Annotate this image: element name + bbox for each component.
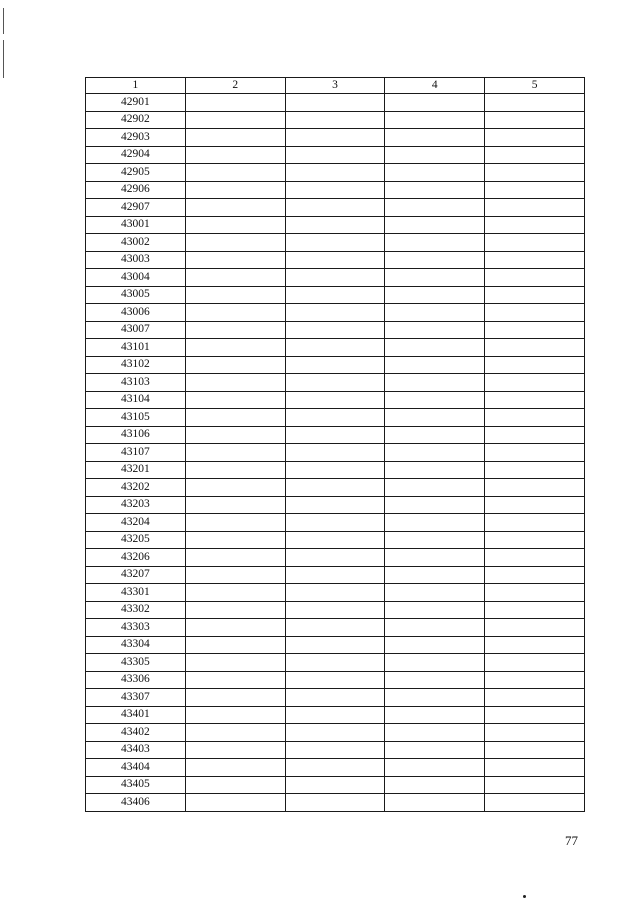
empty-cell-col-3: [285, 461, 385, 479]
stray-dot: [523, 895, 526, 898]
empty-cell-col-5: [485, 286, 585, 304]
empty-cell-col-2: [185, 251, 285, 269]
row-code-cell: 43207: [86, 566, 186, 584]
column-header-5: 5: [485, 78, 585, 94]
empty-cell-col-3: [285, 304, 385, 322]
empty-cell-col-5: [485, 356, 585, 374]
empty-cell-col-2: [185, 584, 285, 602]
empty-cell-col-5: [485, 496, 585, 514]
empty-cell-col-3: [285, 776, 385, 794]
row-code-cell: 42901: [86, 94, 186, 112]
empty-cell-col-5: [485, 671, 585, 689]
empty-cell-col-4: [385, 654, 485, 672]
table-row: [86, 94, 585, 112]
empty-cell-col-2: [185, 286, 285, 304]
row-code-cell: 43202: [86, 479, 186, 497]
table-row: [86, 216, 585, 234]
empty-cell-col-3: [285, 724, 385, 742]
empty-cell-col-3: [285, 444, 385, 462]
row-code-cell: 42904: [86, 146, 186, 164]
empty-cell-col-3: [285, 531, 385, 549]
empty-cell-col-3: [285, 286, 385, 304]
table-body: [86, 94, 585, 812]
empty-cell-col-3: [285, 689, 385, 707]
empty-cell-col-3: [285, 409, 385, 427]
empty-cell-col-4: [385, 549, 485, 567]
empty-cell-col-2: [185, 759, 285, 777]
row-code-cell: 43302: [86, 601, 186, 619]
empty-cell-col-3: [285, 741, 385, 759]
empty-cell-col-5: [485, 531, 585, 549]
row-code-cell: 43201: [86, 461, 186, 479]
empty-cell-col-4: [385, 321, 485, 339]
empty-cell-col-3: [285, 654, 385, 672]
empty-cell-col-3: [285, 601, 385, 619]
page-number: 77: [565, 833, 578, 848]
row-code-cell: 43005: [86, 286, 186, 304]
row-code-cell: 43101: [86, 339, 186, 357]
row-code-cell: 43007: [86, 321, 186, 339]
row-code-cell: 43204: [86, 514, 186, 532]
row-code-cell: 43403: [86, 741, 186, 759]
row-code-cell: 43107: [86, 444, 186, 462]
table-row: [86, 129, 585, 147]
column-header-2: 2: [185, 78, 285, 94]
empty-cell-col-3: [285, 146, 385, 164]
row-code-cell: 43402: [86, 724, 186, 742]
empty-cell-col-4: [385, 129, 485, 147]
empty-cell-col-3: [285, 671, 385, 689]
empty-cell-col-5: [485, 304, 585, 322]
row-code-cell: 42902: [86, 111, 186, 129]
empty-cell-col-3: [285, 94, 385, 112]
empty-cell-col-3: [285, 234, 385, 252]
row-code-cell: 42906: [86, 181, 186, 199]
table-row: [86, 584, 585, 602]
empty-cell-col-3: [285, 496, 385, 514]
row-code-cell: 43307: [86, 689, 186, 707]
table-row: [86, 724, 585, 742]
empty-cell-col-4: [385, 304, 485, 322]
empty-cell-col-5: [485, 339, 585, 357]
empty-cell-col-5: [485, 514, 585, 532]
table-row: [86, 619, 585, 637]
empty-cell-col-4: [385, 566, 485, 584]
empty-cell-col-2: [185, 356, 285, 374]
row-code-cell: 43301: [86, 584, 186, 602]
table-row: [86, 356, 585, 374]
empty-cell-col-4: [385, 409, 485, 427]
row-code-cell: 43304: [86, 636, 186, 654]
empty-cell-col-4: [385, 181, 485, 199]
empty-cell-col-3: [285, 356, 385, 374]
column-header-3: 3: [285, 78, 385, 94]
empty-cell-col-3: [285, 514, 385, 532]
empty-cell-col-3: [285, 164, 385, 182]
empty-cell-col-5: [485, 549, 585, 567]
empty-cell-col-4: [385, 216, 485, 234]
empty-cell-col-3: [285, 321, 385, 339]
empty-cell-col-5: [485, 269, 585, 287]
table-row: [86, 339, 585, 357]
empty-cell-col-5: [485, 566, 585, 584]
row-code-cell: 43203: [86, 496, 186, 514]
empty-cell-col-3: [285, 619, 385, 637]
table-row: [86, 181, 585, 199]
table-row: [86, 269, 585, 287]
empty-cell-col-2: [185, 636, 285, 654]
empty-cell-col-2: [185, 706, 285, 724]
table-row: [86, 689, 585, 707]
table-row: [86, 146, 585, 164]
table-row: [86, 531, 585, 549]
empty-cell-col-5: [485, 426, 585, 444]
empty-cell-col-5: [485, 321, 585, 339]
empty-cell-col-5: [485, 129, 585, 147]
table-row: [86, 479, 585, 497]
empty-cell-col-3: [285, 479, 385, 497]
table-row: [86, 286, 585, 304]
empty-cell-col-3: [285, 216, 385, 234]
empty-cell-col-5: [485, 794, 585, 812]
row-code-cell: 42907: [86, 199, 186, 217]
empty-cell-col-2: [185, 321, 285, 339]
empty-cell-col-5: [485, 216, 585, 234]
empty-cell-col-5: [485, 601, 585, 619]
empty-cell-col-4: [385, 234, 485, 252]
table-row: [86, 776, 585, 794]
row-code-cell: 43006: [86, 304, 186, 322]
table-row: [86, 671, 585, 689]
empty-cell-col-4: [385, 584, 485, 602]
empty-cell-col-4: [385, 706, 485, 724]
table-row: [86, 794, 585, 812]
empty-cell-col-3: [285, 584, 385, 602]
empty-cell-col-3: [285, 794, 385, 812]
empty-cell-col-2: [185, 234, 285, 252]
empty-cell-col-4: [385, 794, 485, 812]
empty-cell-col-2: [185, 339, 285, 357]
empty-cell-col-5: [485, 409, 585, 427]
column-header-1: 1: [86, 78, 186, 94]
empty-cell-col-2: [185, 146, 285, 164]
empty-cell-col-4: [385, 601, 485, 619]
empty-cell-col-2: [185, 409, 285, 427]
empty-cell-col-5: [485, 584, 585, 602]
empty-cell-col-4: [385, 251, 485, 269]
empty-cell-col-2: [185, 689, 285, 707]
empty-cell-col-4: [385, 111, 485, 129]
empty-cell-col-2: [185, 619, 285, 637]
table-row: [86, 741, 585, 759]
empty-cell-col-2: [185, 129, 285, 147]
row-code-cell: 43104: [86, 391, 186, 409]
empty-cell-col-5: [485, 776, 585, 794]
empty-cell-col-5: [485, 164, 585, 182]
empty-cell-col-3: [285, 251, 385, 269]
empty-cell-col-2: [185, 794, 285, 812]
data-table: [85, 77, 585, 812]
empty-cell-col-2: [185, 94, 285, 112]
empty-cell-col-2: [185, 496, 285, 514]
table-row: [86, 514, 585, 532]
empty-cell-col-2: [185, 671, 285, 689]
empty-cell-col-4: [385, 374, 485, 392]
row-code-cell: 42903: [86, 129, 186, 147]
empty-cell-col-3: [285, 339, 385, 357]
empty-cell-col-2: [185, 304, 285, 322]
column-header-4: 4: [385, 78, 485, 94]
row-code-cell: 43001: [86, 216, 186, 234]
empty-cell-col-4: [385, 496, 485, 514]
empty-cell-col-4: [385, 164, 485, 182]
empty-cell-col-2: [185, 549, 285, 567]
table-row: [86, 164, 585, 182]
empty-cell-col-3: [285, 426, 385, 444]
empty-cell-col-3: [285, 759, 385, 777]
empty-cell-col-5: [485, 391, 585, 409]
empty-cell-col-5: [485, 374, 585, 392]
empty-cell-col-2: [185, 514, 285, 532]
empty-cell-col-3: [285, 111, 385, 129]
empty-cell-col-5: [485, 759, 585, 777]
margin-mark-top: [3, 8, 4, 34]
row-code-cell: 43305: [86, 654, 186, 672]
table-row: [86, 304, 585, 322]
row-code-cell: 43106: [86, 426, 186, 444]
empty-cell-col-3: [285, 636, 385, 654]
empty-cell-col-4: [385, 426, 485, 444]
empty-cell-col-4: [385, 391, 485, 409]
empty-cell-col-5: [485, 444, 585, 462]
table-row: [86, 566, 585, 584]
empty-cell-col-3: [285, 269, 385, 287]
empty-cell-col-5: [485, 94, 585, 112]
row-code-cell: 43404: [86, 759, 186, 777]
empty-cell-col-2: [185, 111, 285, 129]
empty-cell-col-2: [185, 566, 285, 584]
empty-cell-col-5: [485, 234, 585, 252]
empty-cell-col-3: [285, 391, 385, 409]
empty-cell-col-4: [385, 356, 485, 374]
empty-cell-col-4: [385, 759, 485, 777]
empty-cell-col-5: [485, 199, 585, 217]
empty-cell-col-2: [185, 479, 285, 497]
table-row: [86, 374, 585, 392]
row-code-cell: 43103: [86, 374, 186, 392]
empty-cell-col-4: [385, 269, 485, 287]
table-row: [86, 444, 585, 462]
row-code-cell: 43405: [86, 776, 186, 794]
table-row: [86, 321, 585, 339]
empty-cell-col-4: [385, 636, 485, 654]
empty-cell-col-4: [385, 199, 485, 217]
row-code-cell: 43206: [86, 549, 186, 567]
row-code-cell: 42905: [86, 164, 186, 182]
row-code-cell: 43003: [86, 251, 186, 269]
table-row: [86, 199, 585, 217]
empty-cell-col-5: [485, 689, 585, 707]
empty-cell-col-2: [185, 601, 285, 619]
empty-cell-col-4: [385, 146, 485, 164]
empty-cell-col-5: [485, 111, 585, 129]
empty-cell-col-2: [185, 444, 285, 462]
table-row: [86, 391, 585, 409]
empty-cell-col-4: [385, 286, 485, 304]
empty-cell-col-2: [185, 216, 285, 234]
empty-cell-col-5: [485, 619, 585, 637]
table-row: [86, 426, 585, 444]
empty-cell-col-4: [385, 514, 485, 532]
empty-cell-col-4: [385, 531, 485, 549]
empty-cell-col-5: [485, 251, 585, 269]
empty-cell-col-4: [385, 671, 485, 689]
empty-cell-col-4: [385, 461, 485, 479]
empty-cell-col-2: [185, 269, 285, 287]
empty-cell-col-5: [485, 146, 585, 164]
empty-cell-col-2: [185, 181, 285, 199]
empty-cell-col-2: [185, 461, 285, 479]
empty-cell-col-2: [185, 531, 285, 549]
table-row: [86, 654, 585, 672]
row-code-cell: 43306: [86, 671, 186, 689]
row-code-cell: 43401: [86, 706, 186, 724]
table-row: [86, 496, 585, 514]
row-code-cell: 43002: [86, 234, 186, 252]
table-row: [86, 111, 585, 129]
empty-cell-col-5: [485, 636, 585, 654]
empty-cell-col-4: [385, 724, 485, 742]
row-code-cell: 43004: [86, 269, 186, 287]
header-row: [86, 78, 585, 94]
empty-cell-col-2: [185, 776, 285, 794]
empty-cell-col-4: [385, 689, 485, 707]
empty-cell-col-3: [285, 566, 385, 584]
table-row: [86, 636, 585, 654]
empty-cell-col-4: [385, 619, 485, 637]
empty-cell-col-5: [485, 706, 585, 724]
empty-cell-col-4: [385, 776, 485, 794]
empty-cell-col-3: [285, 199, 385, 217]
empty-cell-col-3: [285, 374, 385, 392]
empty-cell-col-4: [385, 479, 485, 497]
table-row: [86, 601, 585, 619]
empty-cell-col-3: [285, 706, 385, 724]
row-code-cell: 43303: [86, 619, 186, 637]
empty-cell-col-2: [185, 374, 285, 392]
empty-cell-col-2: [185, 426, 285, 444]
table-row: [86, 409, 585, 427]
empty-cell-col-2: [185, 164, 285, 182]
row-code-cell: 43102: [86, 356, 186, 374]
empty-cell-col-2: [185, 199, 285, 217]
empty-cell-col-4: [385, 741, 485, 759]
empty-cell-col-5: [485, 724, 585, 742]
empty-cell-col-4: [385, 444, 485, 462]
row-code-cell: 43205: [86, 531, 186, 549]
table-row: [86, 706, 585, 724]
empty-cell-col-5: [485, 741, 585, 759]
row-code-cell: 43406: [86, 794, 186, 812]
table-row: [86, 461, 585, 479]
empty-cell-col-4: [385, 94, 485, 112]
empty-cell-col-2: [185, 724, 285, 742]
empty-cell-col-3: [285, 129, 385, 147]
empty-cell-col-4: [385, 339, 485, 357]
table-row: [86, 251, 585, 269]
empty-cell-col-2: [185, 391, 285, 409]
table-row: [86, 549, 585, 567]
empty-cell-col-5: [485, 461, 585, 479]
margin-mark-bottom: [3, 40, 4, 78]
empty-cell-col-5: [485, 479, 585, 497]
empty-cell-col-5: [485, 181, 585, 199]
table-row: [86, 234, 585, 252]
empty-cell-col-3: [285, 549, 385, 567]
empty-cell-col-3: [285, 181, 385, 199]
empty-cell-col-2: [185, 741, 285, 759]
empty-cell-col-5: [485, 654, 585, 672]
table-row: [86, 759, 585, 777]
empty-cell-col-2: [185, 654, 285, 672]
row-code-cell: 43105: [86, 409, 186, 427]
